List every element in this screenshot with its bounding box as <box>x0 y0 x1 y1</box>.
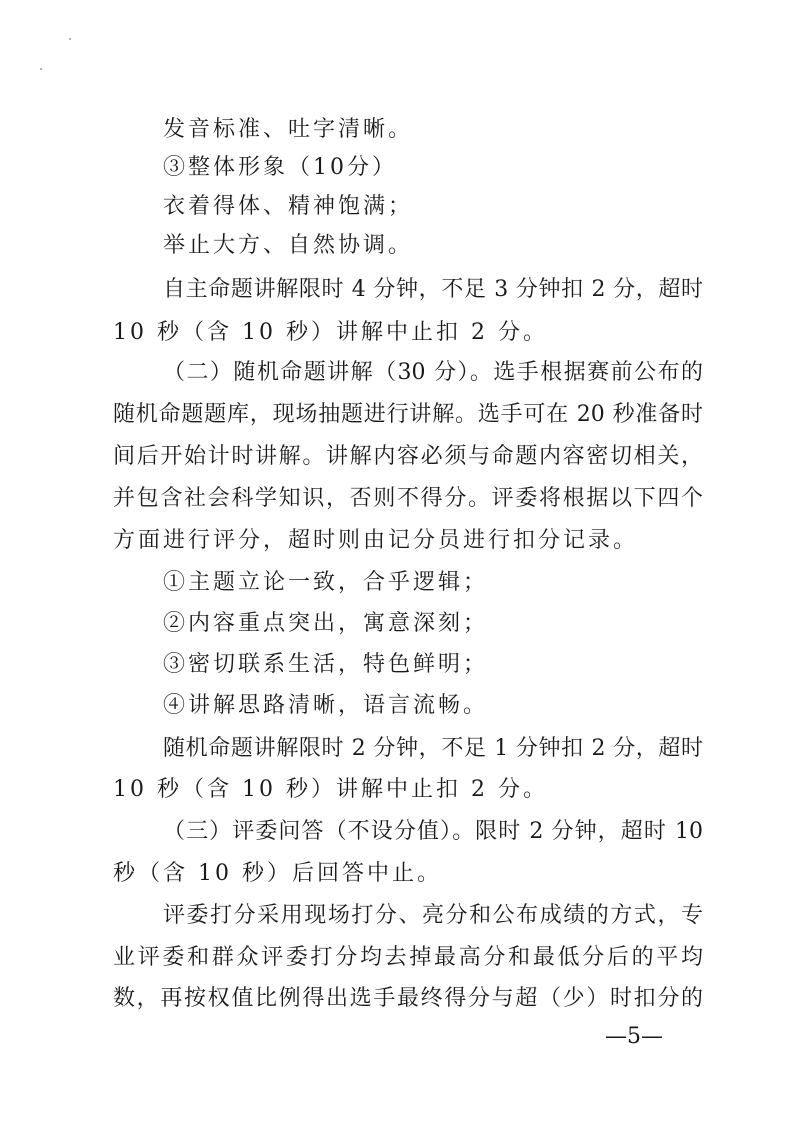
text-line: 举止大方、自然协调。 <box>163 233 414 258</box>
text-line: （三）评委问答（不设分值）。限时 2 分钟，超时 10 <box>163 819 703 844</box>
text-line: ②内容重点突出，寓意深刻； <box>163 611 489 636</box>
text-line: 评委打分采用现场打分、亮分和公布成绩的方式，专 <box>163 903 703 928</box>
text-line: 10 秒（含 10 秒）讲解中止扣 2 分。 <box>113 320 548 345</box>
text-line: ③密切联系生活，特色鲜明； <box>163 652 489 677</box>
text-line: 数，再按权值比例得出选手最终得分与超（少）时扣分的 <box>113 986 703 1011</box>
text-line: 方面进行评分，超时则由记分员进行扣分记录。 <box>113 528 639 553</box>
text-line: 发音标准、吐字清晰。 <box>163 117 414 142</box>
text-line: 业评委和群众评委打分均去掉最高分和最低分后的平均 <box>113 945 703 970</box>
scan-speck <box>69 38 71 40</box>
text-line: 秒（含 10 秒）后回答中止。 <box>113 861 442 886</box>
text-line: 随机命题题库，现场抽题进行讲解。选手可在 20 秒准备时 <box>113 402 703 427</box>
text-line: 衣着得体、精神饱满； <box>163 194 414 219</box>
text-line: ③整体形象（10分） <box>163 155 397 180</box>
text-line: 10 秒（含 10 秒）讲解中止扣 2 分。 <box>113 777 548 802</box>
text-line: ④讲解思路清晰，语言流畅。 <box>163 693 489 718</box>
page-number: —5— <box>605 1024 663 1049</box>
text-line: 随机命题讲解限时 2 分钟，不足 1 分钟扣 2 分，超时 <box>163 736 703 761</box>
text-line: （二）随机命题讲解（30 分）。选手根据赛前公布的 <box>163 360 703 385</box>
text-line: 自主命题讲解限时 4 分钟，不足 3 分钟扣 2 分，超时 <box>163 277 703 302</box>
text-line: ①主题立论一致，合乎逻辑； <box>163 570 489 595</box>
scan-speck <box>40 68 42 70</box>
text-line: 并包含社会科学知识，否则不得分。评委将根据以下四个 <box>113 486 703 511</box>
text-line: 间后开始计时讲解。讲解内容必须与命题内容密切相关， <box>113 444 703 469</box>
